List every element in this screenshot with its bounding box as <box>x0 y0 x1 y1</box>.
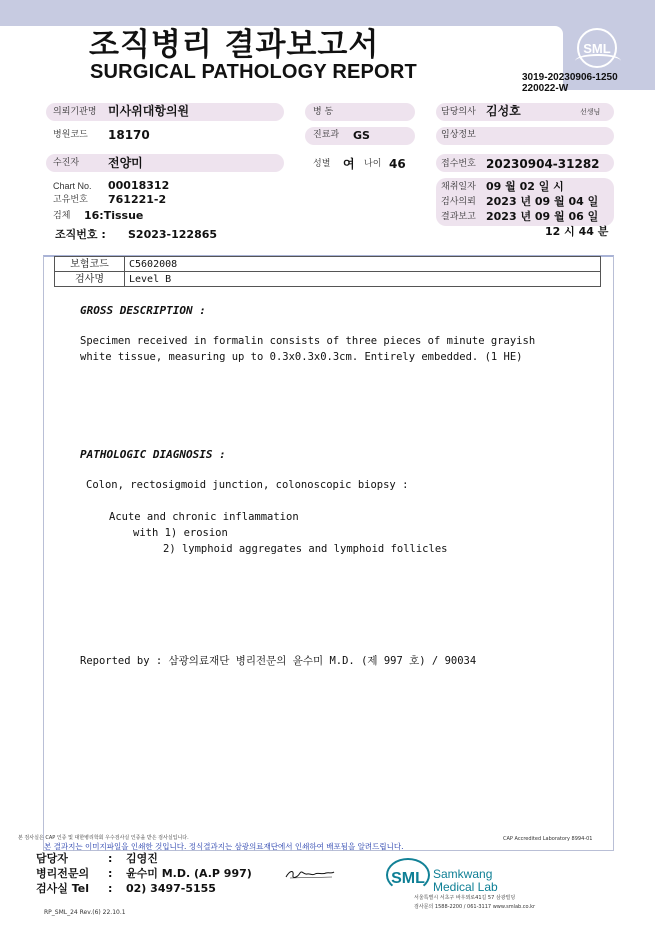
receipt-value: 20230904-31282 <box>486 157 600 171</box>
gross-description-line1: Specimen received in formalin consists of three pieces of minute grayish <box>80 335 536 347</box>
request-label: 검사의뢰 <box>441 197 476 207</box>
form-number: RP_SML_24 Rev.(6) 22.10.1 <box>44 909 126 916</box>
diagnosis-site: Colon, rectosigmoid junction, colonoscopic biopsy : <box>86 479 409 491</box>
specimen-value: 16:Tissue <box>84 209 144 222</box>
result-time: 12 시 44 분 <box>545 225 609 238</box>
report-number <box>522 72 618 94</box>
pathologist-separator: : <box>108 867 113 880</box>
signature-image <box>284 866 336 882</box>
result-date: 2023 년 09 월 06 일 <box>486 210 599 223</box>
tissue-no-value: S2023-122865 <box>128 228 218 241</box>
gross-description-title: GROSS DESCRIPTION : <box>80 304 206 317</box>
age-value: 46 <box>389 157 406 171</box>
clinical-info-label: 임상정보 <box>441 130 476 140</box>
chart-no-label: Chart No. <box>53 181 92 191</box>
doctor-value: 김성호 <box>486 104 521 118</box>
report-number-line2: 220022-W <box>522 83 569 94</box>
doctor-suffix: 선생님 <box>580 108 601 116</box>
patient-label: 수진자 <box>53 158 80 168</box>
brand-name-line2: Medical Lab <box>433 880 498 894</box>
department-label: 진료과 <box>313 130 340 140</box>
lab-tel-label: 검사실 Tel <box>36 882 89 895</box>
department-value: GS <box>353 129 370 142</box>
print-notice: 본 결과지는 이미지파일을 인쇄한 것입니다. 정식결과지는 삼광의료재단에서 인쇄하여 배포됨을 알려드립니다. <box>44 842 404 851</box>
specimen-label: 검체 <box>53 211 71 221</box>
staff-value: 김영진 <box>126 852 158 865</box>
pathologist-value: 윤수미 M.D. (A.P 997) <box>126 867 252 880</box>
lab-tel-separator: : <box>108 882 113 895</box>
collect-label: 채취일자 <box>441 182 476 192</box>
insurance-code-row <box>55 257 601 272</box>
institution-label: 의뢰기관명 <box>53 107 97 117</box>
sex-label: 성별 <box>313 159 331 169</box>
brand-name-line1: Samkwang <box>433 867 493 881</box>
brand-name <box>433 868 498 894</box>
id-no-label: 고유번호 <box>53 195 88 205</box>
pathologic-diagnosis-title: PATHOLOGIC DIAGNOSIS : <box>80 448 226 461</box>
report-number-line1: 3019-20230906-1250 <box>522 72 618 83</box>
insurance-code-value: C5602008 <box>125 257 601 272</box>
id-no-value: 761221-2 <box>108 193 167 206</box>
staff-separator: : <box>108 852 113 865</box>
patient-field <box>46 154 284 172</box>
request-date: 2023 년 09 월 04 일 <box>486 195 599 208</box>
address-line1: 서울특별시 서초구 바우뫼로41길 57 삼광빌딩 <box>414 895 516 901</box>
institution-value: 미사위대항의원 <box>108 104 190 118</box>
reported-by: Reported by : 삼광의료재단 병리전문의 윤수미 M.D. (제 997 호) / 90034 <box>80 655 477 667</box>
test-name-value: Level B <box>125 272 601 287</box>
pathologist-label: 병리전문의 <box>36 867 90 880</box>
tissue-no-label: 조직번호 : <box>55 228 106 241</box>
diagnosis-line2: with 1) erosion <box>133 527 228 539</box>
diagnosis-line1: Acute and chronic inflammation <box>109 511 299 523</box>
chart-no-value: 00018312 <box>108 179 170 192</box>
patient-value: 전양미 <box>108 156 143 170</box>
insurance-code-label: 보험코드 <box>55 257 125 272</box>
address-line2: 검사문의 1588-2200 / 061-3117 www.smlab.co.kr <box>414 904 536 910</box>
age-label: 나이 <box>364 159 382 169</box>
hospital-code-value: 18170 <box>108 128 150 142</box>
hospital-code-label: 병원코드 <box>53 130 88 140</box>
report-title-korean: 조직병리 결과보고서 <box>89 27 380 63</box>
insurance-table <box>54 256 601 287</box>
receipt-label: 접수번호 <box>441 159 476 169</box>
diagnosis-line3: 2) lymphoid aggregates and lymphoid follicles <box>163 543 448 555</box>
test-name-row <box>55 272 601 287</box>
samkwang-logo-text: SML <box>391 870 425 887</box>
gross-description-line2: white tissue, measuring up to 0.3x0.3x0.3cm. Entirely embedded. (1 HE) <box>80 351 523 363</box>
cap-accreditation: CAP Accredited Laboratory 8994-01 <box>503 836 593 842</box>
test-name-label: 검사명 <box>55 272 125 287</box>
staff-label: 담당자 <box>36 852 68 865</box>
result-label: 결과보고 <box>441 212 476 222</box>
sex-value: 여 <box>343 157 355 171</box>
lab-tel-value: 02) 3497-5155 <box>126 882 216 895</box>
samkwang-logo-icon <box>384 858 432 892</box>
report-title-english: SURGICAL PATHOLOGY REPORT <box>90 61 417 83</box>
sml-logo-text: SML <box>583 41 611 56</box>
sml-logo-icon <box>577 28 617 68</box>
collect-date: 09 월 02 일 시 <box>486 180 564 193</box>
doctor-label: 담당의사 <box>441 107 476 117</box>
ward-label: 병 동 <box>313 107 334 117</box>
accreditation-notice: 본 검사실은 CAP 인증 및 대한병리학회 우수검사실 인증을 받은 검사실입니다. <box>18 835 189 841</box>
